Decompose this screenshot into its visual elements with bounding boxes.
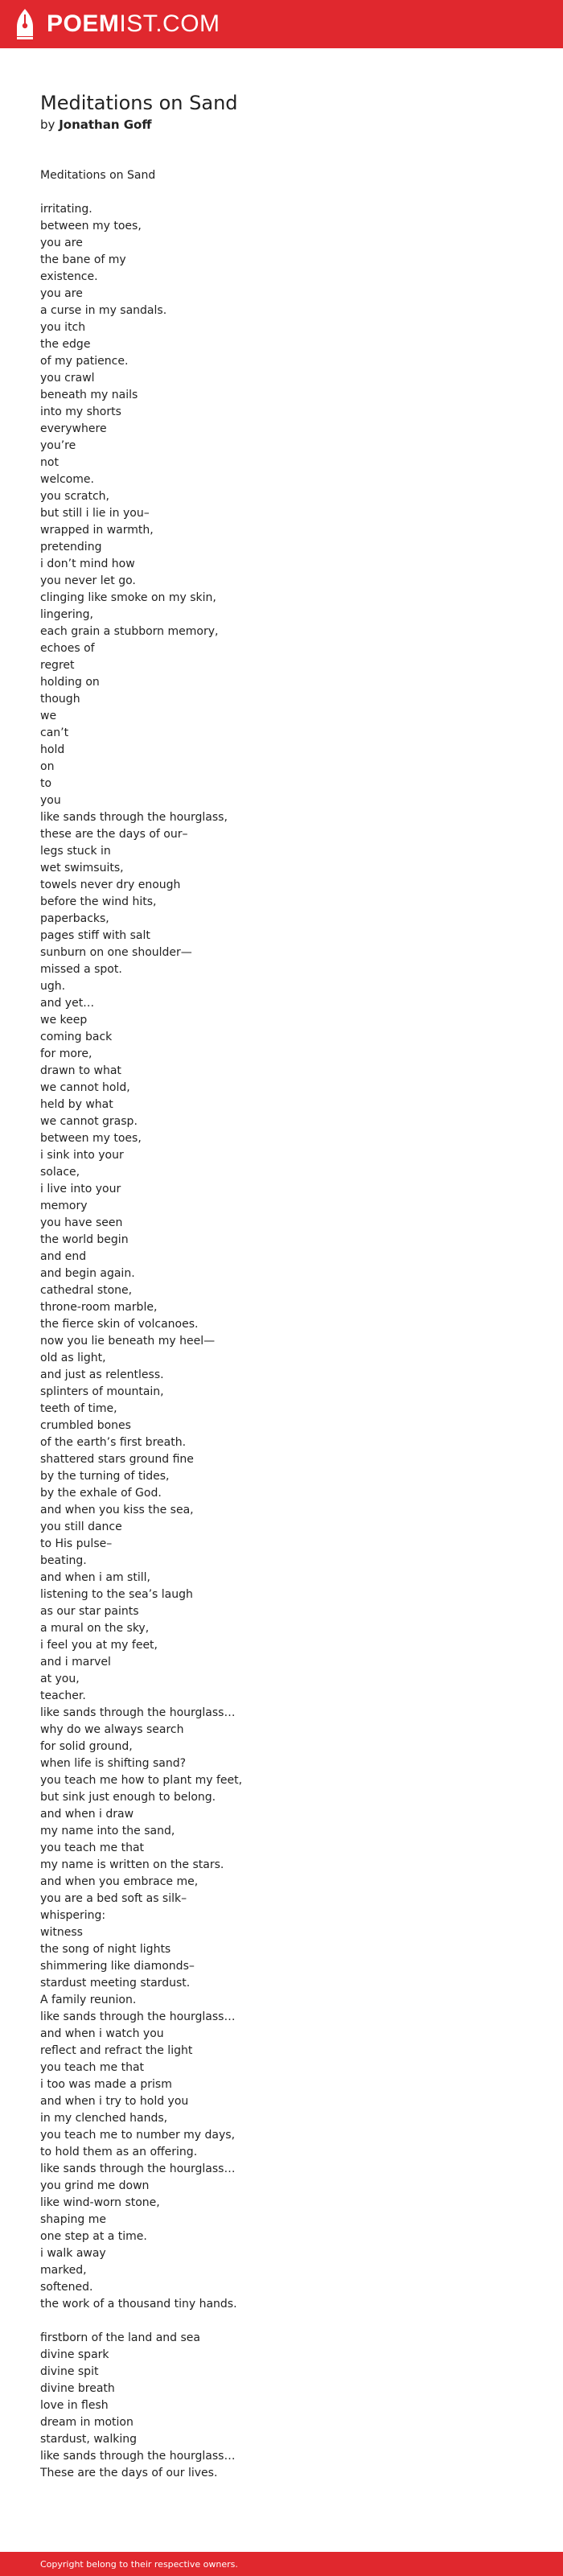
site-header xyxy=(0,0,563,48)
poem-line: you’re xyxy=(40,439,76,452)
poem-line: wet swimsuits, xyxy=(40,862,124,874)
byline xyxy=(40,116,523,134)
poem-line: you are xyxy=(40,287,83,300)
poem-inner-title: Meditations on Sand xyxy=(40,169,156,182)
poem-line: you itch xyxy=(40,321,86,334)
poem-line: sunburn on one shoulder— xyxy=(40,946,192,959)
poem-line: you scratch, xyxy=(40,490,110,503)
poem-line: and when i am still, xyxy=(40,1571,150,1584)
poem-line: a mural on the sky, xyxy=(40,1622,150,1635)
poem-line: the fierce skin of volcanoes. xyxy=(40,1318,199,1331)
poem-line: witness xyxy=(40,1926,83,1939)
poem-line: we cannot hold, xyxy=(40,1081,130,1094)
poem-line: irritating. xyxy=(40,203,92,216)
poem-line: i feel you at my feet, xyxy=(40,1639,158,1652)
poem-line: missed a spot. xyxy=(40,963,122,976)
poem-line: for solid ground, xyxy=(40,1740,133,1753)
poem-line: drawn to what xyxy=(40,1064,121,1077)
poem-line: pages stiff with salt xyxy=(40,929,150,942)
poem-line: shattered stars ground fine xyxy=(40,1453,194,1466)
poem-line: shaping me xyxy=(40,2213,106,2226)
poem-line: but sink just enough to belong. xyxy=(40,1791,216,1804)
logo-wordmark xyxy=(47,12,220,36)
poem-line: into my shorts xyxy=(40,405,121,418)
poem-line: and when you kiss the sea, xyxy=(40,1504,194,1516)
poem-stanza-2 xyxy=(40,2330,523,2482)
poem-line: regret xyxy=(40,659,75,672)
poem-line: welcome. xyxy=(40,473,94,486)
by-label: by xyxy=(40,117,55,132)
poem-line: and when i watch you xyxy=(40,2027,164,2040)
poem-line: though xyxy=(40,693,80,706)
logo-text-bold: POEM xyxy=(47,10,120,37)
poem-line: and when you embrace me, xyxy=(40,1875,199,1888)
logo-text-light: IST.COM xyxy=(119,10,220,37)
poem-line: shimmering like diamonds– xyxy=(40,1960,195,1973)
poem-line: now you lie beneath my heel— xyxy=(40,1335,216,1348)
poem-line: old as light, xyxy=(40,1352,106,1364)
poem-line: whispering: xyxy=(40,1909,106,1922)
poem-line: in my clenched hands, xyxy=(40,2112,168,2125)
poem-line: the song of night lights xyxy=(40,1943,171,1956)
poem-line: divine breath xyxy=(40,2382,115,2395)
poem-line: teacher. xyxy=(40,1689,86,1702)
poem-line: lingering, xyxy=(40,608,94,621)
poem-line: you have seen xyxy=(40,1216,123,1229)
poem-line: to His pulse– xyxy=(40,1537,113,1550)
poem-line: stardust meeting stardust. xyxy=(40,1977,191,1990)
poem-line: marked, xyxy=(40,2264,87,2277)
poem-line: the world begin xyxy=(40,1233,129,1246)
poem-line: like wind-worn stone, xyxy=(40,2196,160,2209)
poem-line: of the earth’s first breath. xyxy=(40,1436,187,1449)
poem-line: listening to the sea’s laugh xyxy=(40,1588,193,1601)
poem-line: towels never dry enough xyxy=(40,879,181,891)
poem-line: my name is written on the stars. xyxy=(40,1858,224,1871)
poem-line: the work of a thousand tiny hands. xyxy=(40,2298,237,2311)
poem-line: can’t xyxy=(40,726,69,739)
poem-line: ugh. xyxy=(40,980,66,993)
poem-line: you crawl xyxy=(40,372,95,385)
poem-line: like sands through the hourglass… xyxy=(40,2162,236,2175)
poem-line: for more, xyxy=(40,1047,92,1060)
poem-line: existence. xyxy=(40,270,98,283)
poem-line: coming back xyxy=(40,1031,113,1043)
poem-line: and when i try to hold you xyxy=(40,2095,189,2108)
poem-line: throne-room marble, xyxy=(40,1301,158,1314)
poem-line: by the exhale of God. xyxy=(40,1487,162,1500)
poem-line: we cannot grasp. xyxy=(40,1115,138,1128)
poem-line: of my patience. xyxy=(40,355,129,368)
poem-line: and just as relentless. xyxy=(40,1368,164,1381)
poem-line: like sands through the hourglass… xyxy=(40,2010,236,2023)
poem-line: not xyxy=(40,456,59,469)
poem-line: stardust, walking xyxy=(40,2433,137,2446)
poem-line: to xyxy=(40,777,52,790)
poem-line: why do we always search xyxy=(40,1723,184,1736)
poem-line: love in flesh xyxy=(40,2399,109,2412)
poem-line: like sands through the hourglass… xyxy=(40,1706,236,1719)
poem-line: and begin again. xyxy=(40,1267,135,1280)
site-footer xyxy=(0,2552,563,2576)
page-title: Meditations on Sand xyxy=(40,92,238,114)
poem-line: the bane of my xyxy=(40,253,126,266)
poem-stanza-1 xyxy=(40,201,523,2313)
poem-line: one step at a time. xyxy=(40,2230,147,2243)
quill-pen-icon xyxy=(14,8,35,40)
poem-line: These are the days of our lives. xyxy=(40,2467,218,2479)
poem-line: A family reunion. xyxy=(40,1994,137,2006)
poem-line: by the turning of tides, xyxy=(40,1470,170,1483)
poem-line: you teach me that xyxy=(40,2061,145,2074)
poem-line: to hold them as an offering. xyxy=(40,2146,198,2158)
poem-line: divine spark xyxy=(40,2348,109,2361)
poem-line: we xyxy=(40,710,57,722)
poem-line: you are xyxy=(40,237,83,249)
poem-line: you still dance xyxy=(40,1520,122,1533)
author-link[interactable]: Jonathan Goff xyxy=(59,117,152,132)
poem-line: and end xyxy=(40,1250,87,1263)
poem-line: on xyxy=(40,760,55,773)
poem-line: i too was made a prism xyxy=(40,2078,172,2091)
poem-line: i sink into your xyxy=(40,1149,124,1162)
poem-line: each grain a stubborn memory, xyxy=(40,625,219,638)
poem-line: and i marvel xyxy=(40,1656,111,1669)
poem-line: crumbled bones xyxy=(40,1419,131,1432)
poem-line: echoes of xyxy=(40,642,95,655)
poem-line: i live into your xyxy=(40,1183,121,1195)
poem-line: but still i lie in you– xyxy=(40,507,150,520)
poem-line: between my toes, xyxy=(40,1132,142,1145)
poem-line: you never let go. xyxy=(40,574,136,587)
poem-line: firstborn of the land and sea xyxy=(40,2331,200,2344)
poem-line: clinging like smoke on my skin, xyxy=(40,591,216,604)
poem-line: between my toes, xyxy=(40,220,142,232)
poem-line: you xyxy=(40,794,61,807)
site-logo[interactable] xyxy=(14,8,220,40)
poem-line: the edge xyxy=(40,338,91,351)
poem-line: like sands through the hourglass… xyxy=(40,2450,236,2463)
poem-line: you are a bed soft as silk– xyxy=(40,1892,187,1905)
poem-line: reflect and refract the light xyxy=(40,2044,193,2057)
poem-line: dream in motion xyxy=(40,2416,134,2429)
poem-line: memory xyxy=(40,1200,88,1212)
poem-line: you teach me that xyxy=(40,1841,145,1854)
poem-line: my name into the sand, xyxy=(40,1825,175,1837)
poem-line: i don’t mind how xyxy=(40,558,135,570)
poem-line: paperbacks, xyxy=(40,912,109,925)
poem-line: holding on xyxy=(40,676,100,689)
poem-line: held by what xyxy=(40,1098,113,1111)
poem-line: pretending xyxy=(40,541,102,553)
poem-line: divine spit xyxy=(40,2365,99,2378)
poem-line: we keep xyxy=(40,1014,88,1027)
poem-line: hold xyxy=(40,743,65,756)
poem-line: and yet… xyxy=(40,997,95,1010)
poem-line: and when i draw xyxy=(40,1808,134,1821)
poem-line: solace, xyxy=(40,1166,80,1179)
poem-line: beating. xyxy=(40,1554,87,1567)
poem-line: legs stuck in xyxy=(40,845,111,858)
poem-line: beneath my nails xyxy=(40,389,138,401)
poem-line: you grind me down xyxy=(40,2179,150,2192)
poem-line: at you, xyxy=(40,1673,80,1685)
poem-line: when life is shifting sand? xyxy=(40,1757,187,1770)
poem-line: splinters of mountain, xyxy=(40,1385,164,1398)
poem-line: i walk away xyxy=(40,2247,106,2260)
copyright-text: Copyright belong to their respective owners. xyxy=(40,2558,238,2570)
poem-line: cathedral stone, xyxy=(40,1284,133,1297)
poem-line: these are the days of our– xyxy=(40,828,188,841)
poem-content xyxy=(40,90,523,2482)
poem-line: softened. xyxy=(40,2281,93,2294)
poem-line: you teach me to number my days, xyxy=(40,2129,236,2142)
poem-line: wrapped in warmth, xyxy=(40,524,154,537)
poem-line: before the wind hits, xyxy=(40,895,157,908)
poem-line: a curse in my sandals. xyxy=(40,304,167,317)
poem-line: teeth of time, xyxy=(40,1402,117,1415)
poem-line: like sands through the hourglass, xyxy=(40,811,228,824)
poem-line: you teach me how to plant my feet, xyxy=(40,1774,243,1787)
poem-line: everywhere xyxy=(40,422,107,435)
poem-line: as our star paints xyxy=(40,1605,139,1618)
